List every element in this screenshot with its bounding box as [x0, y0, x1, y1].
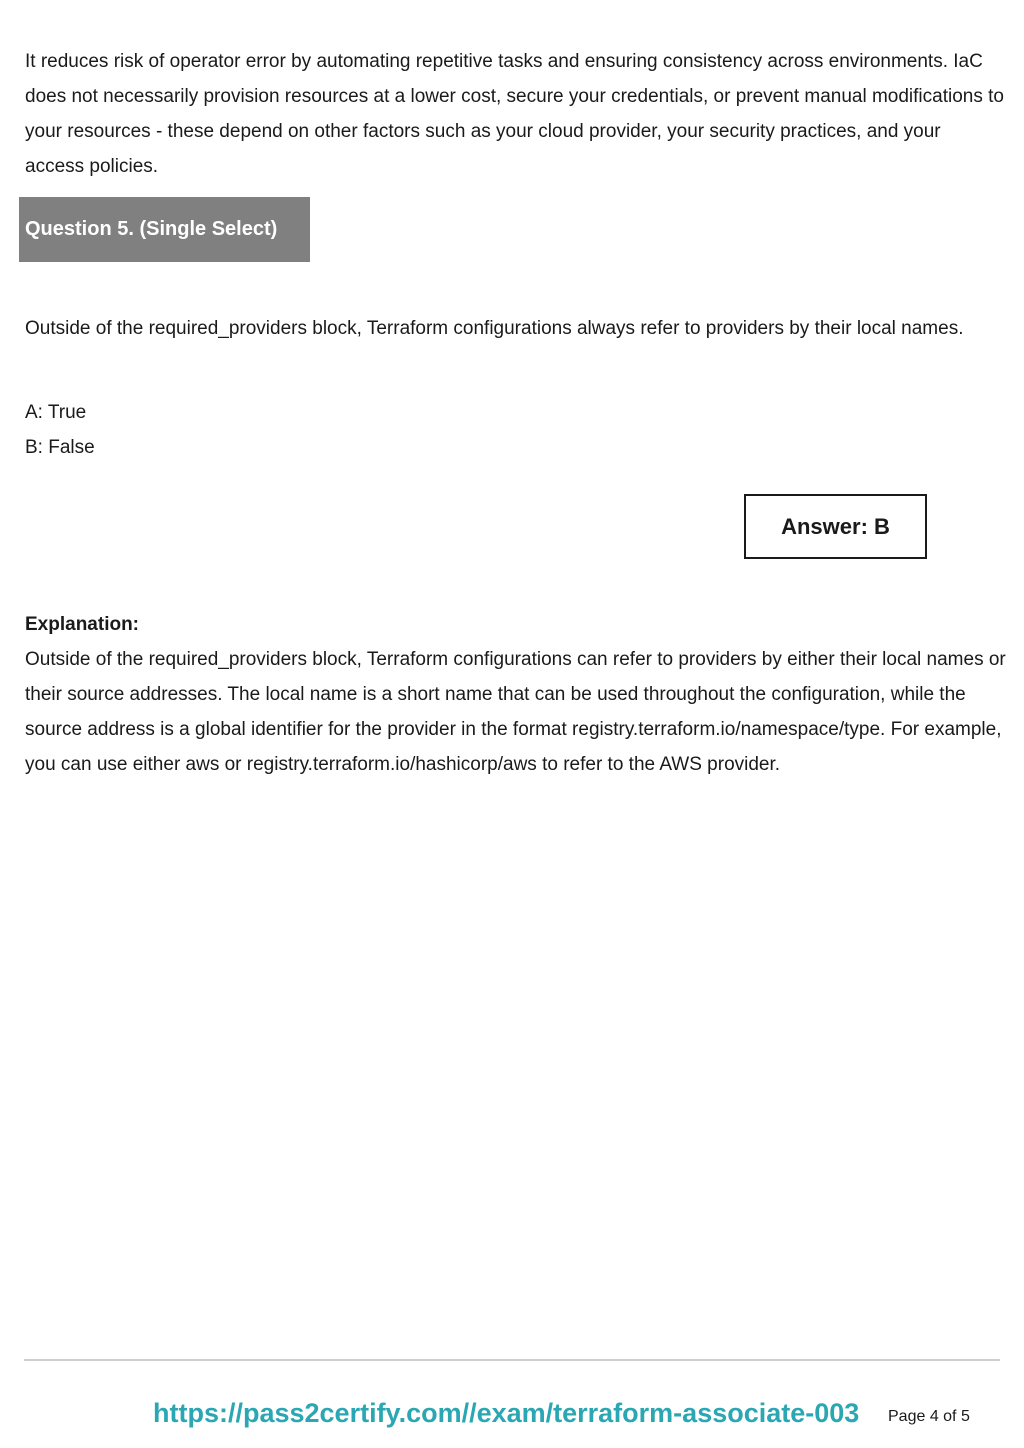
option-b: B: False — [25, 437, 95, 458]
explanation-text: Outside of the required_providers block, Terraform configurations can refer to providers by either their local names or their source addresses. The local name is a short name that can be used throughout the configuration, while the source address is a global identifier for the provider in the format registry.terraform.io/namespace/type. For example, you can use either aws or registry.terraform.io/hashicorp/aws to refer to the AWS provider. — [25, 649, 1006, 775]
explanation-heading: Explanation: — [25, 614, 140, 635]
option-a: A: True — [25, 402, 87, 423]
answer-box: Answer: B — [744, 494, 927, 559]
footer-divider — [24, 1359, 1000, 1361]
question-text: Outside of the required_providers block, Terraform configurations always refer to providers by their local names. — [25, 318, 964, 339]
page-number: Page 4 of 5 — [888, 1408, 970, 1425]
footer-url-link[interactable]: https://pass2certify.com//exam/terraform-associate-003 — [153, 1398, 860, 1428]
question-header: Question 5. (Single Select) — [19, 197, 310, 262]
previous-answer-explanation: It reduces risk of operator error by automating repetitive tasks and ensuring consistency across environments. IaC does not necessarily provision resources at a lower cost, secure your credentials, or prevent manual modifications to your resources - these depend on other factors such as your cloud provider, your security practices, and your access policies. — [25, 51, 1004, 177]
